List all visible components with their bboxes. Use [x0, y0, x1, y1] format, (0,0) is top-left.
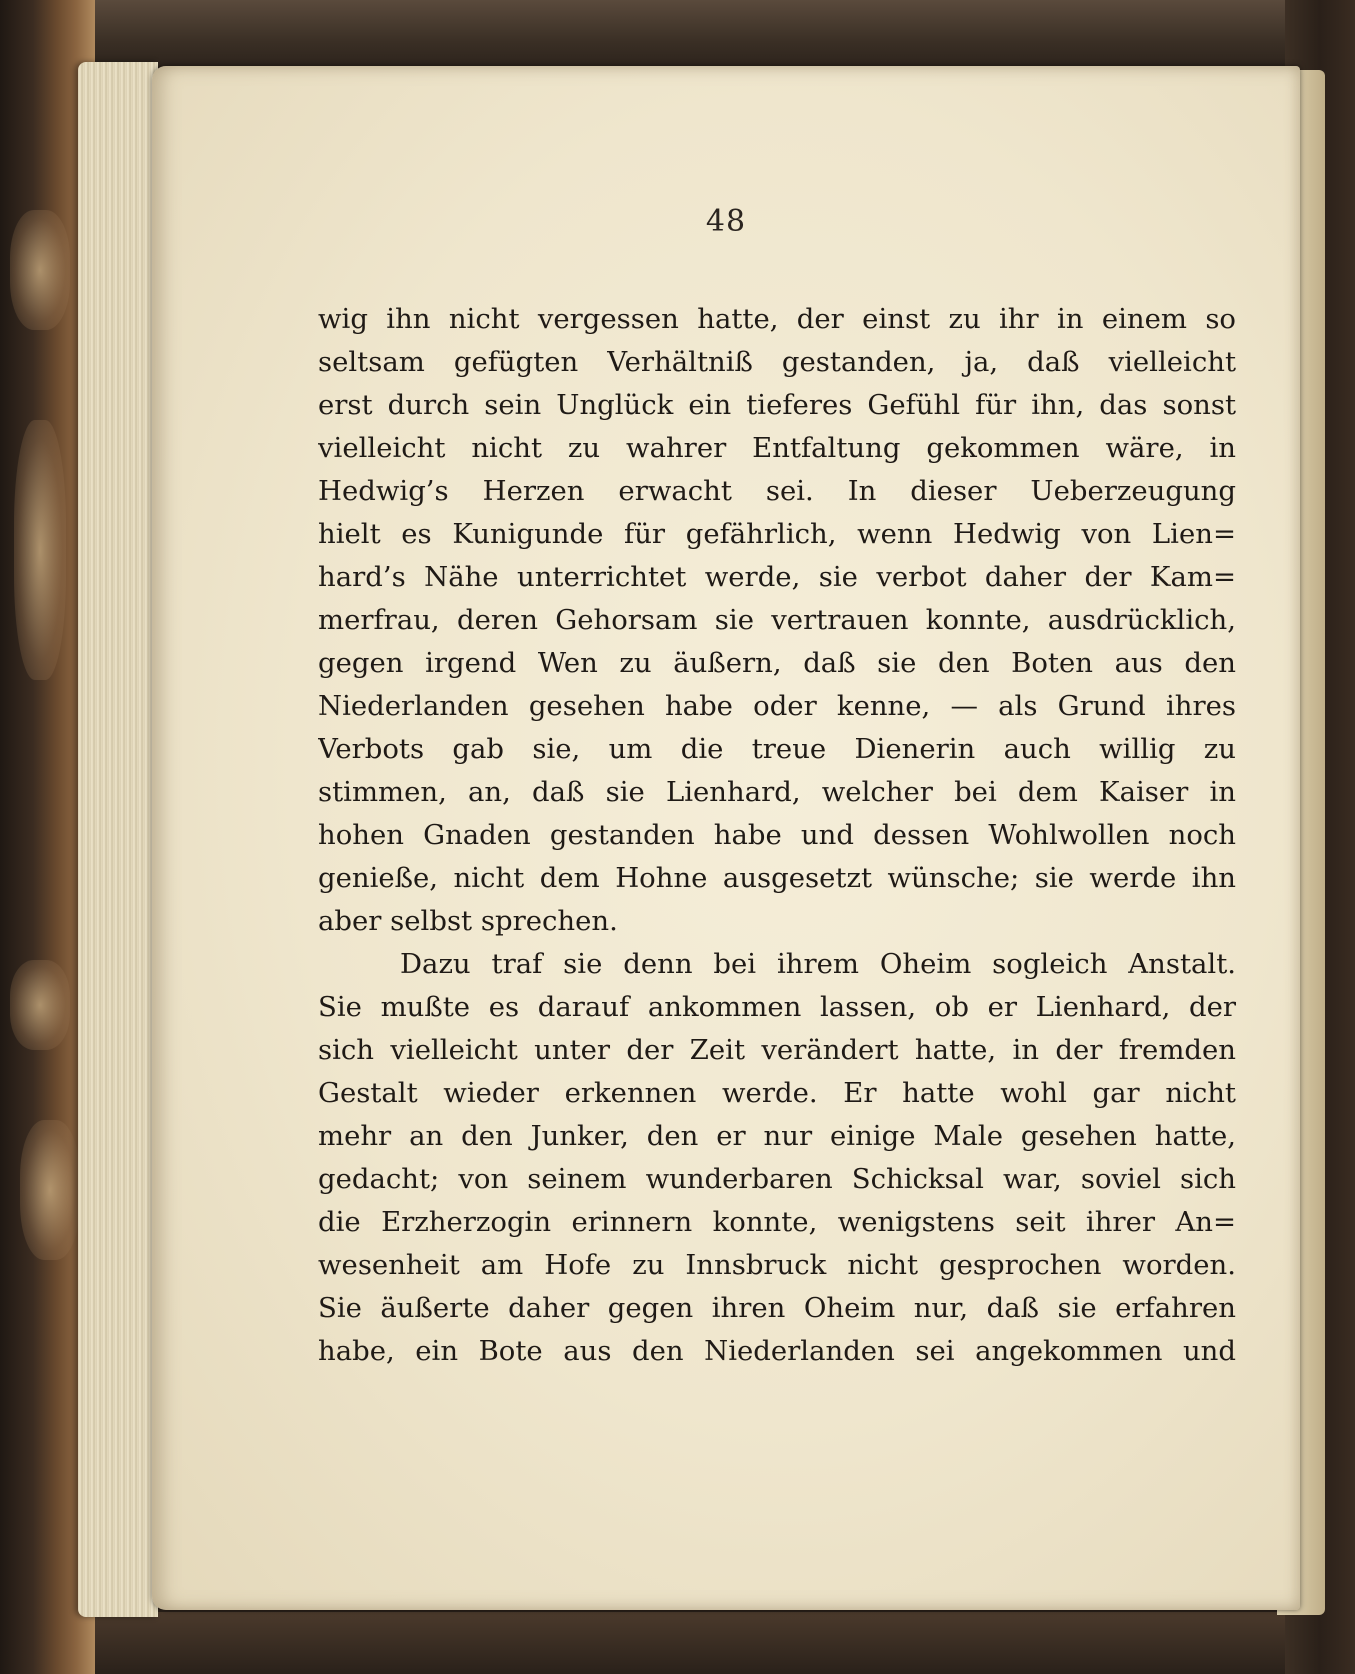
book-page [152, 66, 1300, 1610]
text-line: hielt es Kunigunde für gefährlich, wenn Hedwig von Lien= [318, 518, 1236, 550]
text-line: seltsam gefügten Verhältniß gestanden, ja, daß vielleicht [318, 346, 1236, 378]
page-number: 48 [705, 204, 747, 239]
text-line: aber selbst sprechen. [318, 905, 618, 937]
body-text [318, 298, 1236, 1373]
text-line: habe, ein Bote aus den Niederlanden sei angekommen und [318, 1335, 1236, 1367]
text-line: die Erzherzogin erinnern konnte, wenigstens seit ihrer An= [318, 1206, 1236, 1238]
text-line: Sie äußerte daher gegen ihren Oheim nur, daß sie erfahren [318, 1292, 1236, 1324]
cover-wear-mark [14, 420, 66, 680]
text-line: genieße, nicht dem Hohne ausgesetzt wünsche; sie werde ihn [318, 862, 1236, 894]
text-line: Niederlanden gesehen habe oder kenne, — als Grund ihres [318, 690, 1236, 722]
text-line: hard’s Nähe unterrichtet werde, sie verbot daher der Kam= [318, 561, 1236, 593]
text-line: gedacht; von seinem wunderbaren Schicksal war, soviel sich [318, 1163, 1236, 1195]
text-line: Dazu traf sie denn bei ihrem Oheim sogleich Anstalt. [400, 948, 1236, 980]
text-line: mehr an den Junker, den er nur einige Male gesehen hatte, [318, 1120, 1236, 1152]
text-line: sich vielleicht unter der Zeit verändert hatte, in der fremden [318, 1034, 1236, 1066]
text-line: vielleicht nicht zu wahrer Entfaltung gekommen wäre, in [318, 432, 1236, 464]
text-line: Verbots gab sie, um die treue Dienerin auch willig zu [318, 733, 1236, 765]
text-line: gegen irgend Wen zu äußern, daß sie den Boten aus den [318, 647, 1236, 679]
cover-wear-mark [20, 1120, 80, 1260]
text-line: merfrau, deren Gehorsam sie vertrauen konnte, ausdrücklich, [318, 604, 1236, 636]
text-line: wesenheit am Hofe zu Innsbruck nicht gesprochen worden. [318, 1249, 1236, 1281]
text-line: Gestalt wieder erkennen werde. Er hatte wohl gar nicht [318, 1077, 1236, 1109]
text-line: hohen Gnaden gestanden habe und dessen Wohlwollen noch [318, 819, 1236, 851]
page-edges-left [78, 62, 158, 1617]
text-line: stimmen, an, daß sie Lienhard, welcher bei dem Kaiser in [318, 776, 1236, 808]
book-cover-bottom [0, 1612, 1355, 1674]
text-line: Sie mußte es darauf ankommen lassen, ob er Lienhard, der [318, 991, 1236, 1023]
cover-wear-mark [10, 210, 70, 330]
text-line: erst durch sein Unglück ein tieferes Gefühl für ihn, das sonst [318, 389, 1236, 421]
text-line: Hedwig’s Herzen erwacht sei. In dieser Ueberzeugung [318, 475, 1236, 507]
cover-wear-mark [10, 960, 70, 1050]
book-cover-top [0, 0, 1355, 70]
text-line: wig ihn nicht vergessen hatte, der einst zu ihr in einem so [318, 303, 1236, 335]
